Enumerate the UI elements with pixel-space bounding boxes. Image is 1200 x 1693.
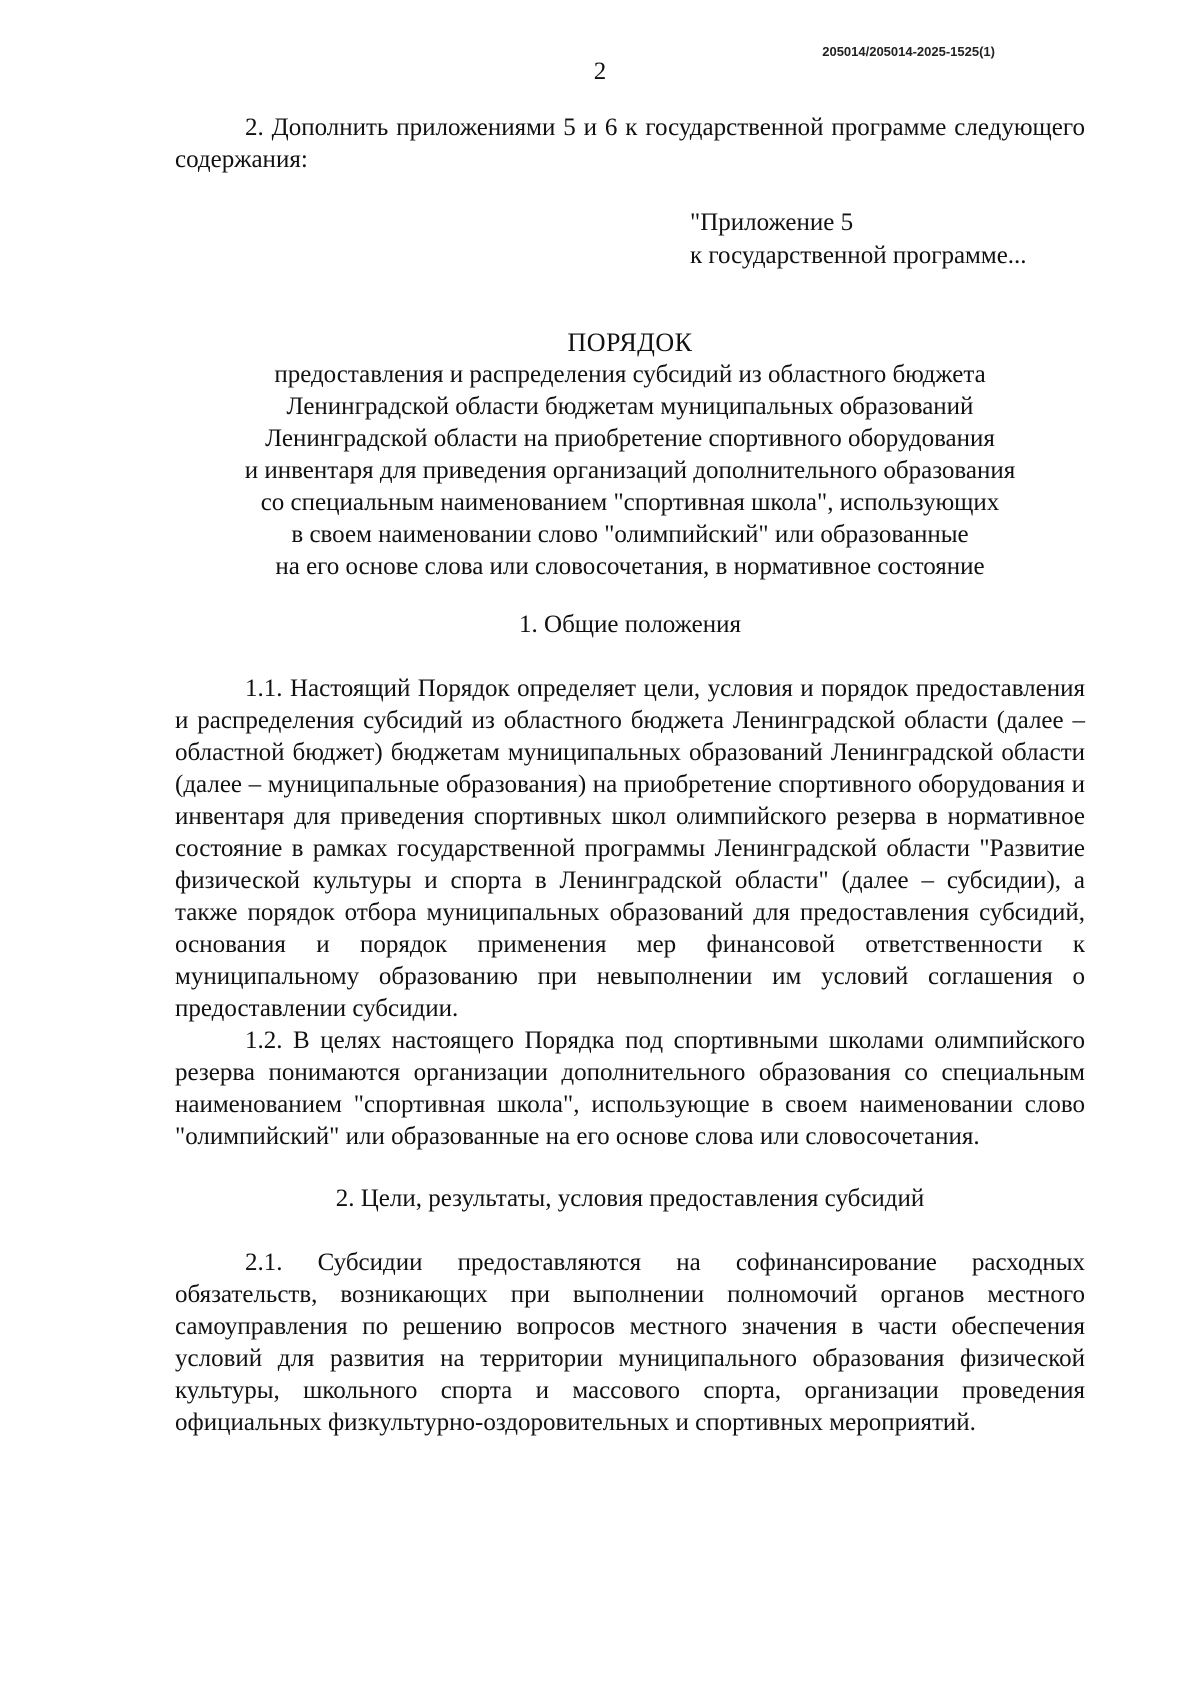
page-number: 2 xyxy=(593,58,607,85)
paragraph-1-2: 1.2. В целях настоящего Порядка под спортивными школами олимпийского резерва понимаются организации дополнительного образования со специальным наименованием "спортивная школа", использующие в своем наименовании слово "олимпийский" или образованные на его основе слова или словосочетания. xyxy=(175,1027,1085,1150)
title-line: предоставления и распределения субсидий из областного бюджета xyxy=(274,361,986,388)
appendix-line: "Приложение 5 xyxy=(690,209,854,236)
title-line: и инвентаря для приведения организаций дополнительного образования xyxy=(244,457,1016,484)
document-body xyxy=(175,112,1085,1439)
title-line: на его основе слова или словосочетания, в нормативное состояние xyxy=(275,553,985,580)
paragraph-2-1: 2.1. Субсидии предоставляются на софинансирование расходных обязательств, возникающих при выполнении полномочий органов местного самоуправления по решению вопросов местного значения в части обеспечения условий для развития на территории муниципального образования физической культуры, школьного спорта и массового спорта, организации проведения официальных физкультурно-оздоровительных и спортивных мероприятий. xyxy=(175,1249,1085,1436)
section-heading: 2. Цели, результаты, условия предоставления субсидий xyxy=(335,1185,925,1212)
paragraph-1-1: 1.1. Настоящий Порядок определяет цели, условия и порядок предоставления и распределения субсидий из областного бюджета Ленинградской области (далее – областной бюджет) бюджетам муниципальных образований Ленинградской области (далее – муниципальные образования) на приобретение спортивного оборудования и инвентаря для приведения спортивных школ олимпийского резерва в нормативное состояние в рамках государственной программы Ленинградской области "Развитие физической культуры и спорта в Ленинградской области" (далее – субсидии), а также порядок отбора муниципальных образований для предоставления субсидий, основания и порядок применения мер финансовой ответственности к муниципальному образованию при невыполнении им условий соглашения о предоставлении субсидии. xyxy=(175,675,1085,1022)
title-line: Ленинградской области бюджетам муниципальных образований xyxy=(286,393,974,420)
appendix-reference xyxy=(690,206,1085,272)
appendix-line: к государственной программе... xyxy=(690,242,1027,269)
document-title xyxy=(175,327,1085,583)
document-id: 205014/205014-2025-1525(1) xyxy=(822,44,995,59)
title-line: в своем наименовании слово "олимпийский" или образованные xyxy=(291,521,969,548)
intro-paragraph: 2. Дополнить приложениями 5 и 6 к государственной программе следующего содержания: xyxy=(175,114,1085,173)
section-heading: 1. Общие положения xyxy=(519,611,741,638)
title-line: Ленинградской области на приобретение спортивного оборудования xyxy=(265,425,995,452)
title-line: со специальным наименованием "спортивная школа", использующих xyxy=(260,489,1000,516)
title-main: ПОРЯДОК xyxy=(567,328,693,357)
